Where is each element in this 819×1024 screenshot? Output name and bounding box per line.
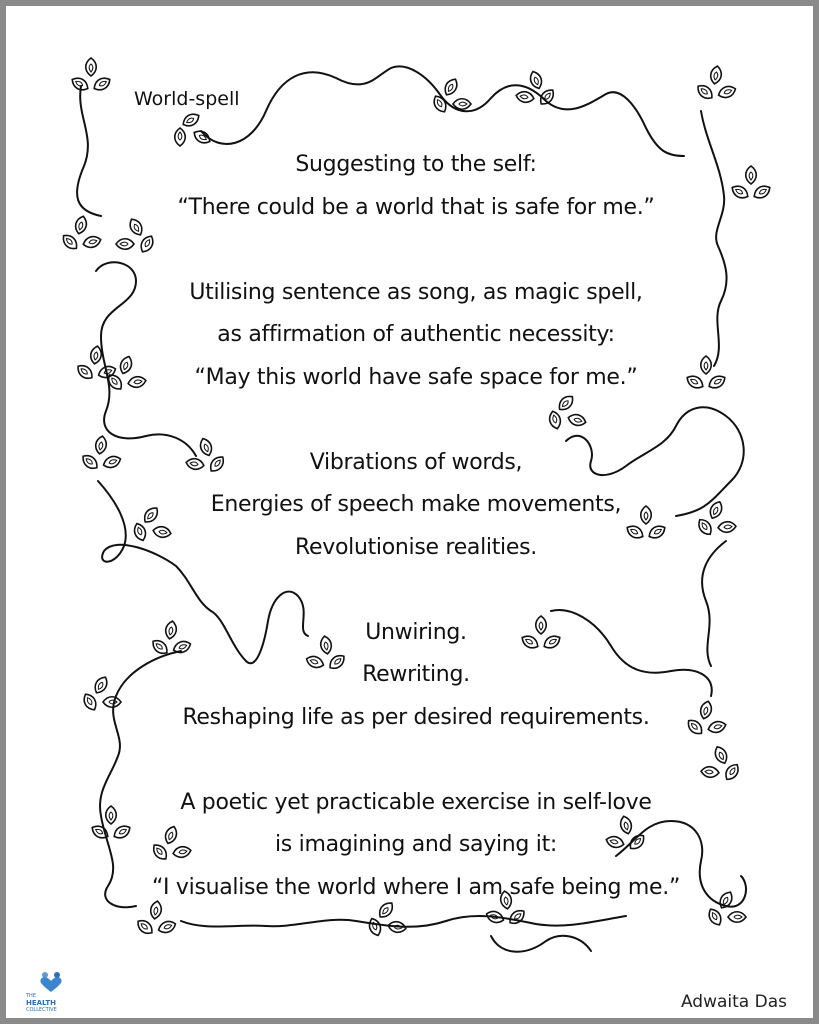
stanza-2 <box>136 272 696 400</box>
vine-leaf-icon <box>94 435 107 455</box>
vine-leaf-icon <box>60 232 80 252</box>
vine-leaf-icon <box>707 720 727 735</box>
vine-leaf-icon <box>102 454 123 470</box>
heart-people-icon <box>38 971 64 993</box>
vine-leaf-icon <box>696 517 715 538</box>
vine-leaf-icon <box>537 87 557 108</box>
vine-leaf-icon <box>81 692 99 713</box>
vine-leaf-icon <box>453 99 471 110</box>
poem-line: “May this world have safe space for me.” <box>194 364 638 390</box>
poem-line: Revolutionise realities. <box>295 534 537 560</box>
health-collective-logo <box>26 971 86 1016</box>
vine-leaf-icon <box>709 65 722 85</box>
author-signature: Adwaita Das <box>680 992 787 1012</box>
vine-leaf-icon <box>707 373 728 391</box>
stanza-4 <box>136 612 696 740</box>
vine-stroke <box>702 541 726 666</box>
vine-leaf-icon <box>706 907 724 928</box>
vine-leaf-icon <box>515 90 535 103</box>
vine-leaf-icon <box>70 75 91 93</box>
poem-line: Reshaping life as per desired requirements. <box>182 704 650 730</box>
poem-line: is imagining and saying it: <box>274 832 558 857</box>
logo-name: HEALTH <box>26 999 56 1007</box>
vine-leaf-icon <box>106 806 117 824</box>
vine-leaf-icon <box>82 235 102 250</box>
poem-line: Rewriting. <box>362 662 470 687</box>
vine-leaf-icon <box>103 697 121 708</box>
vine-leaf-icon <box>723 762 742 783</box>
vine-leaf-icon <box>746 166 757 184</box>
poem-line: Suggesting to the self: <box>295 152 537 177</box>
stanza-1 <box>136 144 696 229</box>
vine-leaf-icon <box>730 183 751 201</box>
vine-leaf-icon <box>181 111 202 129</box>
poem-title: World-spell <box>134 88 240 110</box>
vine-leaf-icon <box>118 355 134 376</box>
vine-leaf-icon <box>728 912 746 923</box>
vine-leaf-icon <box>718 521 737 533</box>
vine-leaf-icon <box>528 70 544 91</box>
vine-leaf-icon <box>80 452 101 472</box>
vine-leaf-icon <box>92 75 113 93</box>
vine-leaf-icon <box>431 94 449 115</box>
vine-leaf-icon <box>717 84 738 100</box>
vine-leaf-icon <box>442 77 460 98</box>
poem-line: Vibrations of words, <box>309 449 523 475</box>
stanza-5 <box>136 782 696 910</box>
vine-leaf-icon <box>701 766 720 778</box>
vine-leaf-icon <box>712 745 729 766</box>
vine-leaf-icon <box>86 58 97 76</box>
vine-leaf-icon <box>89 345 102 365</box>
poem-line: Unwiring. <box>365 619 467 645</box>
vine-leaf-icon <box>74 215 89 235</box>
stanza-3 <box>136 442 696 570</box>
poem-body <box>136 144 696 952</box>
vine-leaf-icon <box>752 183 773 201</box>
vine-stroke <box>701 111 727 366</box>
logo-wordmark <box>26 993 76 1014</box>
vine-leaf-icon <box>695 82 716 102</box>
poem-line: Energies of speech make movements, <box>210 492 622 517</box>
logo-sub: COLLECTIVE <box>26 1007 57 1013</box>
poem-line: “There could be a world that is safe for me.” <box>177 194 655 220</box>
poem-line: Utilising sentence as song, as magic spell, <box>189 279 643 305</box>
poem-line: as affirmation of authentic necessity: <box>217 322 615 347</box>
vine-leaf-icon <box>92 675 110 696</box>
vine-leaf-icon <box>75 362 96 382</box>
logo-small-text: THE <box>26 993 36 999</box>
poem-line: A poetic yet practicable exercise in self-love <box>180 789 652 815</box>
vine-leaf-icon <box>701 356 712 374</box>
vine-stroke <box>77 86 101 216</box>
vine-leaf-icon <box>699 700 714 720</box>
poem-line: “I visualise the world where I am safe being me.” <box>151 874 681 900</box>
vine-leaf-icon <box>116 239 134 250</box>
vine-leaf-icon <box>112 823 133 841</box>
